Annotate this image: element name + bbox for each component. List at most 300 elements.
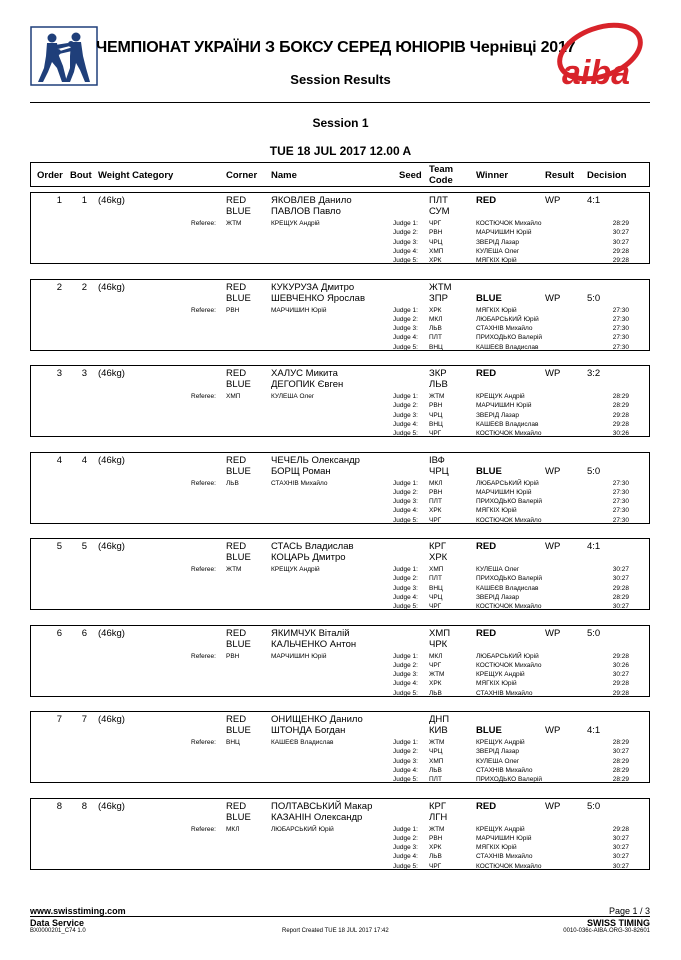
judge-code: РВН — [429, 402, 443, 410]
judge-score: 28:29 — [612, 220, 629, 227]
red-team-code: ІВФ — [429, 454, 445, 466]
blue-team-code: ЧРЦ — [429, 465, 449, 477]
judge-row — [31, 738, 649, 747]
blue-team-code: ЗПР — [429, 292, 448, 304]
bout-number: 8 — [81, 800, 87, 812]
judge-row — [31, 315, 649, 324]
judge-name: КОСТЮЧОК Михайло — [476, 220, 542, 227]
judge-label: Judge 5: — [393, 257, 418, 265]
weight-category: (46kg) — [98, 800, 125, 812]
judge-name: МЯГКІХ Юрій — [476, 680, 517, 688]
judge-score: 27:30 — [612, 343, 629, 351]
judge-label: Judge 1: — [393, 825, 418, 833]
judge-score: 30:27 — [612, 575, 629, 583]
decision: 5:0 — [587, 465, 601, 477]
judge-code: ВНЦ — [429, 420, 443, 428]
referee-name: МАРЧИШИН Юрій — [271, 306, 327, 314]
judge-name: МЯГКІХ Юрій — [476, 257, 517, 265]
judge-code: ХРК — [429, 680, 442, 688]
judge-score: 30:27 — [612, 238, 629, 246]
red-team-code: ДНП — [429, 714, 450, 725]
red-corner-label: RED — [226, 368, 247, 379]
judge-row — [31, 825, 649, 834]
col-name: Name — [271, 170, 297, 181]
judge-label: Judge 5: — [393, 862, 418, 870]
judge-row — [31, 306, 649, 315]
bout-block — [30, 625, 650, 697]
red-boxer-name: СТАСЬ Владислав — [271, 541, 354, 552]
blue-team-code: ЧРК — [429, 638, 448, 650]
judge-code: ПЛТ — [429, 498, 442, 506]
judge-label: Judge 2: — [393, 315, 418, 323]
blue-corner-label: BLUE — [226, 465, 251, 477]
bout-number: 5 — [81, 541, 87, 552]
judge-code: ХМП — [429, 566, 444, 573]
judge-code: ЖТМ — [429, 825, 445, 833]
judge-label: Judge 2: — [393, 229, 418, 237]
judge-name: КУЛЕША Олег — [476, 247, 520, 255]
referee-name: КАШЕЄВ Владислав — [271, 739, 334, 746]
judge-label: Judge 1: — [393, 393, 418, 400]
judge-label: Judge 2: — [393, 575, 418, 583]
judge-row — [31, 488, 649, 497]
judge-code: ЧРЦ — [429, 238, 443, 246]
judge-code: ЧРГ — [429, 430, 442, 438]
result: WP — [545, 465, 561, 477]
winner: BLUE — [476, 465, 502, 477]
red-boxer-name: ЯКИМЧУК Віталій — [271, 627, 350, 639]
judge-name: ЛЮБАРСЬКИЙ Юрій — [476, 315, 539, 323]
footer-report-created: Report Created TUE 18 JUL 2017 17:42 — [282, 928, 389, 934]
judge-label: Judge 4: — [393, 853, 418, 861]
winner: RED — [476, 541, 497, 552]
red-boxer-name: КУКУРУЗА Дмитро — [271, 281, 355, 293]
col-seed: Seed — [399, 170, 422, 181]
judge-score: 30:27 — [612, 229, 629, 237]
judge-code: ЧРЦ — [429, 593, 443, 601]
bout-block — [30, 365, 650, 437]
judge-row — [31, 411, 649, 420]
blue-team-code: СУМ — [429, 206, 450, 217]
judge-code: МКЛ — [429, 652, 443, 660]
judge-name: ЛЮБАРСЬКИЙ Юрій — [476, 479, 539, 487]
judge-score: 30:27 — [612, 748, 629, 756]
judge-code: РВН — [429, 834, 443, 842]
judge-score: 30:27 — [612, 671, 629, 679]
judge-code: ХРК — [429, 844, 442, 852]
decision: 4:1 — [587, 541, 601, 552]
judge-row — [31, 652, 649, 661]
judge-score: 29:28 — [612, 680, 629, 688]
referee-label: Referee: — [191, 566, 216, 573]
judge-score: 27:30 — [612, 306, 629, 314]
decision: 4:1 — [587, 195, 601, 206]
judge-score: 28:29 — [612, 776, 629, 784]
judge-row — [31, 429, 649, 438]
judge-name: КУЛЕША Олег — [476, 757, 520, 765]
judge-name: ЗВЕРІД Лазар — [476, 748, 519, 756]
weight-category: (46kg) — [98, 281, 125, 293]
session-date: TUE 18 JUL 2017 12.00 A — [269, 144, 412, 158]
judge-label: Judge 5: — [393, 603, 418, 611]
bout-order: 4 — [56, 454, 62, 466]
judge-row — [31, 247, 649, 256]
judge-code: ХМП — [429, 757, 444, 765]
judge-score: 27:30 — [612, 315, 629, 323]
red-team-code: КРГ — [429, 800, 447, 812]
judge-code: ЛЬВ — [429, 766, 442, 774]
judge-label: Judge 3: — [393, 411, 418, 419]
judge-label: Judge 1: — [393, 220, 418, 227]
bout-number: 1 — [81, 195, 87, 206]
footer-page-number: Page 1 / 3 — [608, 906, 650, 916]
judge-code: ЖТМ — [429, 393, 445, 400]
referee-name: СТАХНІВ Михайло — [271, 479, 328, 487]
judge-code: ХРК — [429, 306, 442, 314]
judge-name: КРЕЩУК Андрій — [476, 825, 525, 833]
col-winner: Winner — [476, 170, 509, 181]
red-team-code: ЗКР — [429, 368, 447, 379]
judge-name: КРЕЩУК Андрій — [476, 393, 525, 400]
judge-code: РВН — [429, 229, 443, 237]
judge-score: 28:29 — [612, 402, 629, 410]
red-corner-label: RED — [226, 454, 247, 466]
bout-order: 3 — [56, 368, 62, 379]
result: WP — [545, 292, 561, 304]
report-subtitle: Session Results — [290, 72, 391, 87]
blue-boxer-name: ДЕГОПИК Євген — [271, 379, 344, 390]
footer-brand: SWISS TIMING — [587, 918, 650, 928]
decision: 4:1 — [587, 725, 601, 736]
blue-corner-label: BLUE — [226, 811, 251, 823]
bout-number: 2 — [81, 281, 87, 293]
bout-block — [30, 452, 650, 524]
judge-label: Judge 1: — [393, 566, 418, 573]
referee-label: Referee: — [191, 220, 216, 227]
referee-name: КРЕЩУК Андрій — [271, 220, 320, 227]
red-boxer-name: ХАЛУС Микита — [271, 368, 338, 379]
judge-name: КОСТЮЧОК Михайло — [476, 603, 542, 611]
judge-row — [31, 775, 649, 784]
blue-team-code: КИВ — [429, 725, 448, 736]
judge-name: ПРИХОДЬКО Валерій — [476, 575, 543, 583]
bout-order: 6 — [56, 627, 62, 639]
judge-label: Judge 1: — [393, 652, 418, 660]
judge-score: 28:29 — [612, 393, 629, 400]
blue-team-code: ЛЬВ — [429, 379, 448, 390]
judge-label: Judge 4: — [393, 766, 418, 774]
judge-name: СТАХНІВ Михайло — [476, 325, 533, 333]
referee-name: МАРЧИШИН Юрій — [271, 652, 327, 660]
judge-row — [31, 479, 649, 488]
referee-label: Referee: — [191, 393, 216, 400]
judge-score: 27:30 — [612, 488, 629, 496]
referee-code: РВН — [226, 306, 240, 314]
judge-code: ВНЦ — [429, 343, 443, 351]
judge-name: КОСТЮЧОК Михайло — [476, 430, 542, 438]
blue-boxer-name: ПАВЛОВ Павло — [271, 206, 341, 217]
bout-block — [30, 279, 650, 351]
judge-row — [31, 747, 649, 756]
referee-label: Referee: — [191, 739, 216, 746]
judge-name: МАРЧИШИН Юрій — [476, 229, 532, 237]
judge-row — [31, 238, 649, 247]
referee-name: КРЕЩУК Андрій — [271, 566, 320, 573]
result: WP — [545, 541, 561, 552]
judge-label: Judge 2: — [393, 661, 418, 669]
blue-corner-label: BLUE — [226, 725, 251, 736]
judge-row — [31, 766, 649, 775]
judge-name: КРЕЩУК Андрій — [476, 739, 525, 746]
judge-row — [31, 219, 649, 228]
bout-order: 8 — [56, 800, 62, 812]
judge-row — [31, 843, 649, 852]
bout-number: 6 — [81, 627, 87, 639]
blue-boxer-name: БОРЩ Роман — [271, 465, 331, 477]
judge-score: 28:29 — [612, 593, 629, 601]
judge-score: 27:30 — [612, 498, 629, 506]
blue-boxer-name: КОЦАРЬ Дмитро — [271, 552, 346, 563]
bout-block — [30, 192, 650, 264]
judge-label: Judge 3: — [393, 498, 418, 506]
footer-divider — [30, 916, 650, 917]
red-boxer-name: ЧЕЧЕЛЬ Олександр — [271, 454, 360, 466]
aiba-logo-text: aiba — [562, 54, 631, 92]
judge-score: 30:27 — [612, 834, 629, 842]
blue-boxer-name: КАЗАНІН Олександр — [271, 811, 363, 823]
judge-label: Judge 2: — [393, 402, 418, 410]
judge-row — [31, 324, 649, 333]
bout-number: 3 — [81, 368, 87, 379]
judge-row — [31, 343, 649, 352]
referee-code: ХМП — [226, 393, 241, 400]
blue-team-code: ХРК — [429, 552, 448, 563]
judge-code: ВНЦ — [429, 584, 443, 592]
referee-code: ВНЦ — [226, 739, 240, 746]
bout-block — [30, 798, 650, 870]
referee-label: Referee: — [191, 479, 216, 487]
judge-score: 28:29 — [612, 739, 629, 746]
judge-row — [31, 565, 649, 574]
judge-label: Judge 3: — [393, 844, 418, 852]
judge-score: 29:28 — [612, 420, 629, 428]
footer-ref-code: 0010-036c-AIBA.ORG-30-82601 — [563, 928, 650, 934]
blue-corner-label: BLUE — [226, 292, 251, 304]
col-bout: Bout — [70, 170, 92, 181]
referee-code: ЖТМ — [226, 220, 242, 227]
blue-corner-label: BLUE — [226, 552, 251, 563]
judge-name: ЗВЕРІД Лазар — [476, 238, 519, 246]
judge-name: СТАХНІВ Михайло — [476, 689, 533, 697]
column-header-row — [30, 162, 650, 187]
referee-code: МКЛ — [226, 825, 240, 833]
bout-block — [30, 538, 650, 610]
decision: 5:0 — [587, 292, 601, 304]
red-team-code: ПЛТ — [429, 195, 448, 206]
judge-score: 28:29 — [612, 757, 629, 765]
bout-order: 5 — [56, 541, 62, 552]
judge-score: 27:30 — [612, 507, 629, 515]
judge-row — [31, 228, 649, 237]
judge-score: 30:27 — [612, 853, 629, 861]
red-boxer-name: ЯКОВЛЕВ Данило — [271, 195, 352, 206]
winner: RED — [476, 368, 497, 379]
judge-row — [31, 506, 649, 515]
judge-code: ЧРГ — [429, 661, 442, 669]
judge-name: ПРИХОДЬКО Валерій — [476, 776, 543, 784]
weight-category: (46kg) — [98, 195, 125, 206]
col-result: Result — [545, 170, 575, 181]
judge-name: ЛЮБАРСЬКИЙ Юрій — [476, 652, 539, 660]
judge-row — [31, 757, 649, 766]
blue-corner-label: BLUE — [226, 638, 251, 650]
referee-name: КУЛЕША Олег — [271, 393, 315, 400]
footer-data-service: Data Service — [30, 918, 85, 928]
result: WP — [545, 725, 561, 736]
judge-score: 30:27 — [612, 566, 629, 573]
judge-score: 30:27 — [612, 862, 629, 870]
red-team-code: ЖТМ — [429, 281, 452, 293]
referee-label: Referee: — [191, 306, 216, 314]
weight-category: (46kg) — [98, 714, 125, 725]
judge-code: МКЛ — [429, 479, 443, 487]
judge-score: 30:26 — [612, 661, 629, 669]
referee-label: Referee: — [191, 652, 216, 660]
judge-score: 29:28 — [612, 247, 629, 255]
session-title: Session 1 — [312, 116, 369, 130]
judge-name: СТАХНІВ Михайло — [476, 853, 533, 861]
judge-name: КОСТЮЧОК Михайло — [476, 661, 542, 669]
judge-name: КРЕЩУК Андрій — [476, 671, 525, 679]
judge-row — [31, 256, 649, 265]
judge-score: 29:28 — [612, 584, 629, 592]
judge-name: ЗВЕРІД Лазар — [476, 411, 519, 419]
judge-name: МЯГКІХ Юрій — [476, 844, 517, 852]
bout-order: 7 — [56, 714, 62, 725]
blue-boxer-name: КАЛЬЧЕНКО Антон — [271, 638, 357, 650]
judge-score: 30:26 — [612, 430, 629, 438]
judge-code: ЛЬВ — [429, 325, 442, 333]
red-corner-label: RED — [226, 195, 247, 206]
judge-name: КАШЕЄВ Владислав — [476, 343, 539, 351]
judge-label: Judge 4: — [393, 334, 418, 342]
judge-label: Judge 1: — [393, 479, 418, 487]
judge-name: СТАХНІВ Михайло — [476, 766, 533, 774]
judge-score: 27:30 — [612, 334, 629, 342]
red-corner-label: RED — [226, 714, 247, 725]
red-corner-label: RED — [226, 281, 247, 293]
header-divider — [30, 102, 650, 103]
judge-name: КОСТЮЧОК Михайло — [476, 516, 542, 524]
judge-code: ХРК — [429, 257, 442, 265]
judge-score: 29:28 — [612, 411, 629, 419]
judge-row — [31, 689, 649, 698]
footer-doc-code: BX0000201_C74 1.0 — [30, 928, 86, 934]
judge-row — [31, 661, 649, 670]
judge-code: ЛЬВ — [429, 689, 442, 697]
judge-label: Judge 2: — [393, 834, 418, 842]
col-corner: Corner — [226, 170, 258, 181]
blue-boxer-name: ШТОНДА Богдан — [271, 725, 346, 736]
judge-score: 27:30 — [612, 479, 629, 487]
judge-label: Judge 3: — [393, 671, 418, 679]
weight-category: (46kg) — [98, 627, 125, 639]
col-code: Code — [429, 175, 453, 186]
weight-category: (46kg) — [98, 368, 125, 379]
decision: 5:0 — [587, 627, 601, 639]
judge-code: ЖТМ — [429, 671, 445, 679]
footer-website: www.swisstiming.com — [30, 906, 126, 916]
judge-row — [31, 834, 649, 843]
judge-code: ХМП — [429, 247, 444, 255]
judge-row — [31, 333, 649, 342]
result: WP — [545, 800, 561, 812]
judge-name: КАШЕЄВ Владислав — [476, 420, 539, 428]
judge-code: РВН — [429, 488, 443, 496]
judge-label: Judge 1: — [393, 306, 418, 314]
judge-label: Judge 3: — [393, 325, 418, 333]
referee-code: ЛЬВ — [226, 479, 239, 487]
judge-label: Judge 5: — [393, 516, 418, 524]
judge-code: ПЛТ — [429, 334, 442, 342]
judge-name: ЗВЕРІД Лазар — [476, 593, 519, 601]
result: WP — [545, 195, 561, 206]
judge-score: 30:27 — [612, 844, 629, 852]
judge-row — [31, 584, 649, 593]
decision: 5:0 — [587, 800, 601, 812]
judge-row — [31, 420, 649, 429]
bout-order: 2 — [56, 281, 62, 293]
weight-category: (46kg) — [98, 541, 125, 552]
judge-name: КУЛЕША Олег — [476, 566, 520, 573]
judge-name: МАРЧИШИН Юрій — [476, 488, 532, 496]
judge-score: 29:28 — [612, 652, 629, 660]
judge-code: ЧРГ — [429, 862, 442, 870]
judge-row — [31, 516, 649, 525]
judge-row — [31, 602, 649, 611]
judge-score: 29:28 — [612, 689, 629, 697]
judge-name: МАРЧИШИН Юрій — [476, 834, 532, 842]
bout-block — [30, 711, 650, 783]
judge-label: Judge 3: — [393, 238, 418, 246]
judge-code: ХРК — [429, 507, 442, 515]
result: WP — [545, 368, 561, 379]
judge-label: Judge 4: — [393, 507, 418, 515]
result: WP — [545, 627, 561, 639]
decision: 3:2 — [587, 368, 601, 379]
judge-row — [31, 593, 649, 602]
judge-code: ЧРГ — [429, 220, 442, 227]
judge-label: Judge 5: — [393, 343, 418, 351]
red-team-code: КРГ — [429, 541, 447, 552]
judge-label: Judge 3: — [393, 757, 418, 765]
bout-number: 4 — [81, 454, 87, 466]
judge-label: Judge 2: — [393, 748, 418, 756]
page-title: ЧЕМПІОНАТ УКРАЇНИ З БОКСУ СЕРЕД ЮНІОРІВ Чернівці 2017 — [96, 39, 576, 56]
judge-code: ЧРГ — [429, 516, 442, 524]
judge-name: ПРИХОДЬКО Валерій — [476, 498, 543, 506]
red-corner-label: RED — [226, 627, 247, 639]
judge-score: 29:28 — [612, 825, 629, 833]
col-weight-category: Weight Category — [98, 170, 174, 181]
col-team: Team — [429, 164, 454, 175]
judge-row — [31, 862, 649, 871]
judge-label: Judge 4: — [393, 593, 418, 601]
col-decision: Decision — [587, 170, 627, 181]
judge-label: Judge 4: — [393, 680, 418, 688]
referee-label: Referee: — [191, 825, 216, 833]
judge-score: 27:30 — [612, 516, 629, 524]
